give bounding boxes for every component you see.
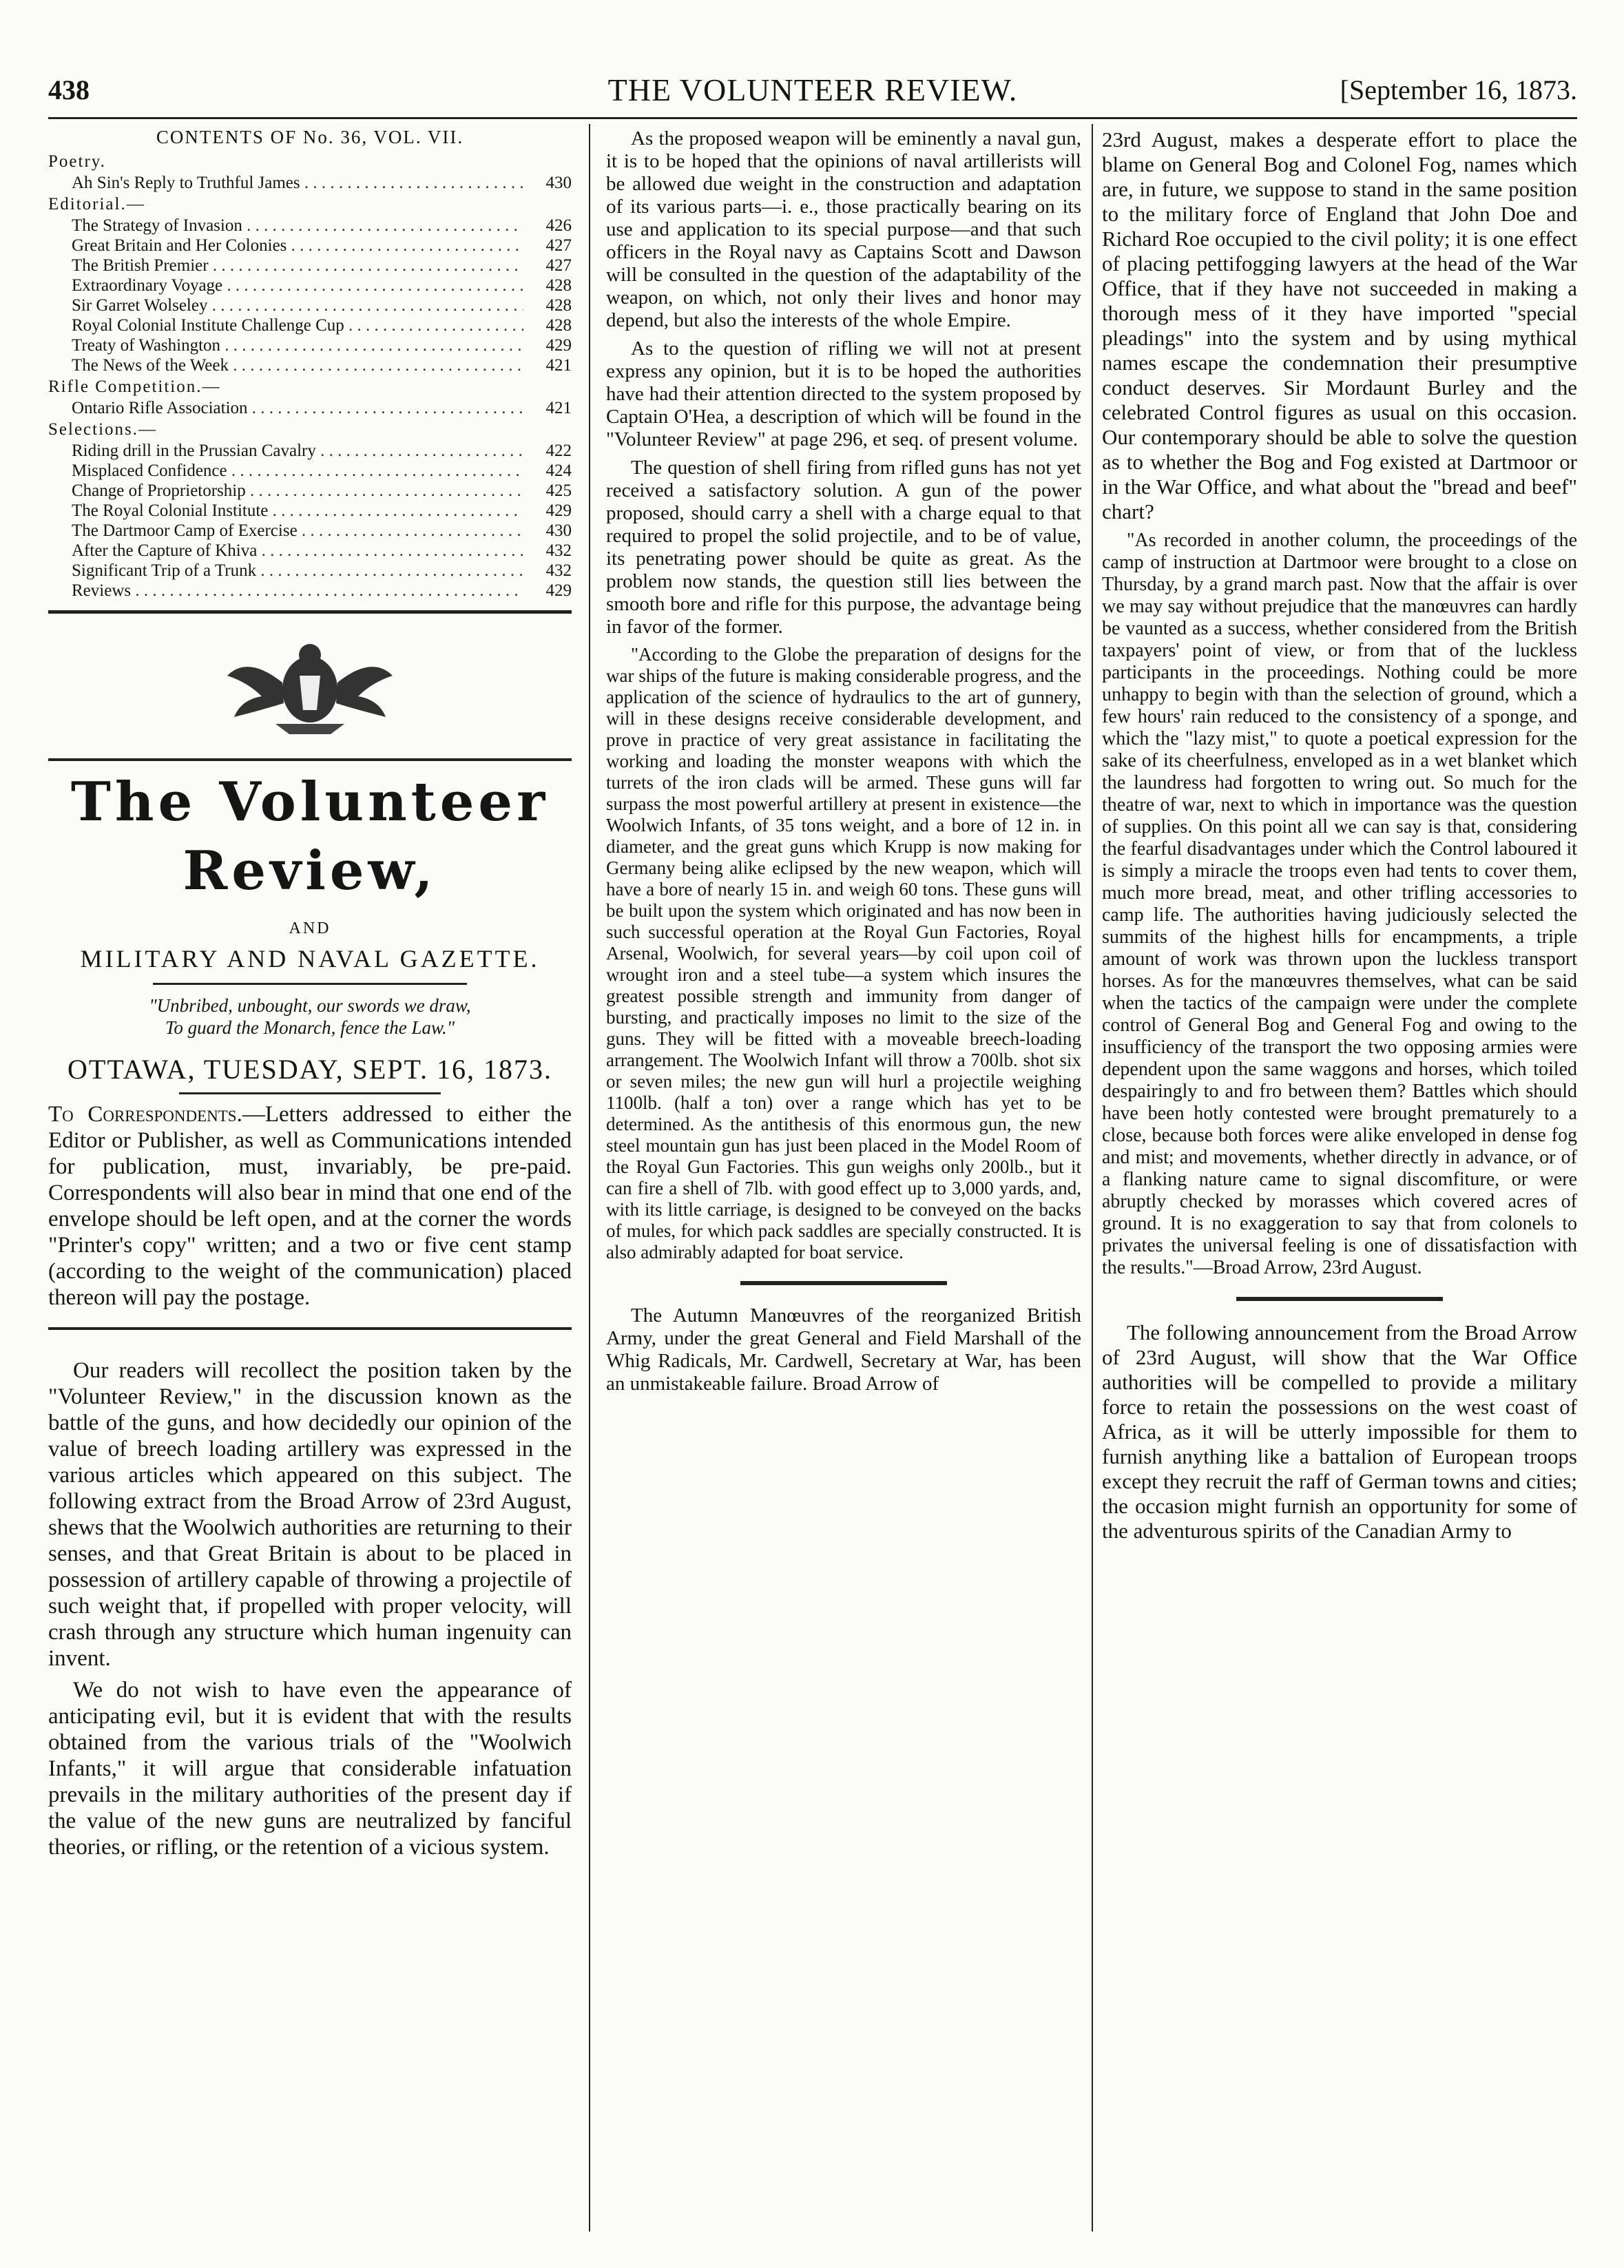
toc-entry-title: Sir Garret Wolseley . . . [72, 295, 523, 315]
header-rule [48, 117, 1577, 119]
masthead-top-rule [48, 758, 572, 761]
motto-line-2: To guard the Monarch, fence the Law." [165, 1017, 455, 1038]
toc-entry [48, 441, 572, 461]
article-paragraph: 23rd August, makes a desperate effort to place the blame on General Bog and Colonel Fog, names which are, in future, we suppose to stand in the same position to the military force of England that John Doe and Richard Roe occupied to the civil polity; it is one effect of placing pettifogging lawyers at the head of the War Office, that if they have not succeeded in making a thorough mess of it they have imported "special pleadings" into the system and by using mythical names escape the condemnation their presumptive conduct deserves. Sir Mordaunt Burley and the celebrated Control figures as usual on this occasion. Our contemporary should be able to solve the question as to whether the Bog and Fog existed at Dartmoor or in the War Office, and what about the "bread and beef" chart? [1102, 127, 1577, 523]
column-2 [606, 127, 1081, 2228]
toc-entry-page: 428 [545, 296, 572, 315]
toc-entry [48, 521, 572, 541]
toc-entry [48, 501, 572, 521]
quoted-paragraph: "According to the Globe the preparation of designs for the war ships of the future is making considerable progress, and the application of the science of hydraulics to the art of gunnery, will in these designs receive considerable development, and prove in practice of very great assistance in facilitating the working and loading the monster weapons with which the turrets of the iron clads will be armed. These guns will far surpass the most powerful artillery at present in existence—the Woolwich Infants, of 35 tons weight, and a bore of 12 in. in diameter, and the great guns which Krupp is now making for Germany being alike eclipsed by the new weapon, which will have a bore of nearly 15 in. and weigh 60 tons. These guns will be built upon the system which originated and has now been in such successful operation at the Royal Gun Factories, Royal Arsenal, Woolwich, for several years—by coil upon coil of wrought iron and a steel tube—a system which insures the greatest possible strength and immunity from danger of bursting, and practically imposes no limit to the size of the guns. They will be fitted with a moveable breech-loading arrangement. The Woolwich Infant will throw a 700lb. shot six or seven miles; the new gun will hurl a projectile weighing 1100lb. (half a ton) over a range which has yet to be determined. As the antithesis of this enormous gun, the new steel mountain gun has just been placed in the Model Room of the Royal Gun Factories. This gun weighs only 200lb., but it can fire a shell of 7lb. with good effect up to 3,000 yards, and, with its little carriage, is designed to be conveyed on the backs of mules, for which pack saddles are specially constructed. It is also admirably adapted for boat service. [606, 644, 1081, 1262]
dateline: OTTAWA, TUESDAY, SEPT. 16, 1873. [67, 1054, 552, 1085]
toc-section-heading: Poetry. [48, 152, 106, 171]
toc-entry-page: 421 [545, 356, 572, 375]
article-paragraph: The following announcement from the Broad Arrow of 23rd August, will show that the War Office authorities will be compelled to provide a military force to retain the possessions on the west coast of Africa, as it will be utterly impossible for them to furnish anything like a battalion of European troops except they recruit the raff of German towns and cities; the occasion might furnish an opportunity for some of the adventurous spirits of the Canadian Army to [1102, 1320, 1577, 1543]
toc-entry-title: Reviews . . . [72, 581, 523, 601]
toc-entry-title: After the Capture of Khiva . . . [72, 541, 523, 561]
toc-entry-title: The Dartmoor Camp of Exercise . . . [72, 521, 523, 541]
article-paragraph: We do not wish to have even the appearance of anticipating evil, but it is evident that with the results obtained from the various trials of the "Woolwich Infants," it will argue that considerable infatuation prevails in the military authorities of the present day if the value of the new guns are neutralized by fanciful theories, or rifling, or the retention of a vicious system. [48, 1678, 572, 1860]
quoted-paragraph: "As recorded in another column, the proceedings of the camp of instruction at Dartmoor were brought to a close on Thursday, by a grand march past. Now that the affair is over we may say without prejudice that the manœuvres can hardly be vaunted as a success, whether considered from the British taxpayers' point of view, or from that of the luckless participants in the proceedings. Nothing could be more unhappy to begin with than the selection of ground, which a few hours' rain reduced to the consistency of a sponge, and which the "lazy mist," to quote a poetical expression for the sake of its cheerfulness, enveloped as in a wet blanket which the laundress had forgotten to wring out. So much for the theatre of war, next to which in importance was the question of supplies. On this point all we can say is that, considering the fearful disadvantages under which the Control laboured it is simply a miracle the troops even had tents to cover them, much more bread, meat, and other trifling accessories to camp life. The authorities having judiciously selected the summits of the highest hills for encampments, a triple amount of work was thrown upon the luckless transport horses. As for the manœuvres themselves, what can be said when the tactics of the campaign were under the complete control of General Bog and General Fog and owing to the insufficiency of the transport the two opposing armies were dependent upon the same waggons and horses, which toiled despairingly to and fro between them? Battles which should have been hotly contested were brought prematurely to a close, because both forces were alike enveloped in dense fog and mist; and movements, whether directly in advance, or of a flanking nature came to signal discomfiture, or were abruptly checked by morasses which covered acres of ground. It is no exaggeration to say that from colonels to privates the universal feeling is one of dissatisfaction with the results."—Broad Arrow, 23rd August. [1102, 530, 1577, 1278]
toc-entry [48, 295, 572, 315]
toc-entry-title: The News of the Week . . . [72, 355, 523, 375]
running-title: THE VOLUNTEER REVIEW. [607, 72, 1018, 107]
toc-entry-page: 421 [545, 399, 572, 417]
toc-section-heading: Rifle Competition.— [48, 377, 221, 396]
toc-entry-page: 429 [545, 501, 572, 520]
toc-entry [48, 335, 572, 355]
motto-line-1: "Unbribed, unbought, our swords we draw, [149, 995, 471, 1016]
article-paragraph: The question of shell firing from rifled guns has not yet received a satisfactory solution. A gun of the power proposed, should carry a shell with a charge equal to that required to propel the solid projectile, and to be of value, its penetrating power should be quite as great. As the problem now stands, the question still lies between the smooth bore and rifle for this purpose, the advantage being in favor of the former. [606, 457, 1081, 638]
section-separator [48, 1327, 572, 1330]
motto-rule [153, 983, 467, 985]
correspondents-body: —Letters addressed to either the Editor or Publisher, as well as Communications intended for publication, must, invariably, be pre-paid. Correspondents will also bear in mind that one end of the envelope should be left open, and at the corner the words "Printer's copy" written; and a two or five cent stamp (according to the weight of the communication) placed thereon will pay the postage. [48, 1102, 572, 1310]
masthead-and: AND [289, 919, 331, 937]
toc-entry-page: 429 [545, 581, 572, 600]
toc-entry-page: 430 [545, 174, 572, 192]
toc-entry [48, 541, 572, 561]
toc-entry-title: The Strategy of Invasion . . . [72, 216, 523, 236]
correspondents-lead: To Correspondents. [48, 1102, 242, 1127]
column-1 [48, 127, 572, 2228]
toc-entry-title: Great Britain and Her Colonies . . . [72, 236, 523, 256]
toc-entry-page: 428 [545, 276, 572, 295]
toc-entry [48, 256, 572, 275]
toc-entry-page: 430 [545, 521, 572, 540]
toc-entry-title: The British Premier . . . [72, 256, 523, 275]
toc-entry-title: Royal Colonial Institute Challenge Cup . . . [72, 315, 523, 335]
toc-entry [48, 315, 572, 335]
column-3 [1102, 127, 1577, 2228]
article-paragraph: The Autumn Manœuvres of the reorganized British Army, under the great General and Field Marshall of the Whig Radicals, Mr. Cardwell, Secretary at War, has been an unmistakeable failure. Broad Arrow of [606, 1304, 1081, 1395]
article-paragraph: Our readers will recollect the position taken by the "Volunteer Review," in the discussion known as the battle of the guns, and how decidedly our opinion of the value of breech loading artillery was expressed in the various articles which appeared on this subject. The following extract from the Broad Arrow of 23rd August, shews that the Woolwich authorities are returning to their senses, and that Great Britain is about to be placed in possession of artillery capable of throwing a projectile of such weight that, if propelled with proper velocity, will crash through any structure which human ingenuity can invent. [48, 1358, 572, 1671]
toc-entry-page: 428 [545, 316, 572, 335]
toc-entry [48, 216, 572, 236]
toc-entry-page: 426 [545, 216, 572, 235]
toc-entry [48, 398, 572, 418]
article-paragraph: As the proposed weapon will be eminently a naval gun, it is to be hoped that the opinions of naval artillerists will be allowed due weight in the construction and adaptation of its various parts—i. e., those practically bearing on its use and application to its special purpose—and that such officers in the Royal navy as Captains Scott and Dawson will be consulted in the question of the adaptability of the weapon, on which, not only their lives and honor may depend, but also the interests of the whole Empire. [606, 127, 1081, 331]
toc-entry [48, 581, 572, 601]
toc-title: CONTENTS OF No. 36, VOL. VII. [156, 127, 464, 147]
toc-entry [48, 275, 572, 295]
eagle-ornament-icon [48, 634, 572, 738]
toc-entry-page: 427 [545, 256, 572, 275]
toc-entry-title: Significant Trip of a Trunk . . . [72, 561, 523, 581]
toc-entry [48, 481, 572, 501]
article-paragraph: As to the question of rifling we will not at present express any opinion, but it is to be hoped the authorities have had their attention directed to the system proposed by Captain O'Hea, a description of which will be found in the "Volunteer Review" at page 296, et seq. of present volume. [606, 337, 1081, 450]
toc-entry-page: 432 [545, 561, 572, 580]
correspondents-notice [48, 1101, 572, 1311]
section-separator [1236, 1297, 1443, 1301]
toc-entry [48, 461, 572, 481]
toc-entry-page: 427 [545, 236, 572, 255]
column-rule-1 [589, 124, 590, 2231]
toc-entry-title: Ontario Rifle Association . . . [72, 398, 523, 418]
toc-section-heading: Selections.— [48, 420, 158, 439]
toc-entry-title: Extraordinary Voyage . . . [72, 275, 523, 295]
toc-entry [48, 236, 572, 256]
masthead-subtitle: MILITARY AND NAVAL GAZETTE. [80, 945, 540, 972]
toc-entry-page: 432 [545, 541, 572, 560]
toc-section-heading: Editorial.— [48, 195, 145, 214]
column-rule-2 [1092, 124, 1093, 2231]
toc-entry-title: Misplaced Confidence . . . [72, 461, 523, 481]
toc-entry [48, 355, 572, 375]
toc-entry-page: 422 [545, 441, 572, 460]
toc-entry-title: The Royal Colonial Institute . . . [72, 501, 523, 521]
page-number: 438 [48, 74, 90, 105]
toc-entry [48, 173, 572, 193]
masthead-title: The Volunteer Review, [70, 771, 550, 902]
toc-entry [48, 561, 572, 581]
toc-entry-title: Ah Sin's Reply to Truthful James . . . [72, 173, 523, 193]
page-header [48, 66, 1577, 114]
dateline-rule [179, 1092, 441, 1094]
toc-entry-page: 429 [545, 336, 572, 355]
section-separator [740, 1281, 947, 1285]
toc-entry-title: Treaty of Washington . . . [72, 335, 523, 355]
toc-rule [48, 610, 572, 614]
table-of-contents [48, 127, 572, 601]
issue-date: [September 16, 1873. [1340, 74, 1577, 105]
toc-entry-title: Change of Proprietorship . . . [72, 481, 523, 501]
motto [48, 995, 572, 1039]
toc-body [48, 152, 572, 601]
toc-entry-title: Riding drill in the Prussian Cavalry . . . [72, 441, 523, 461]
toc-entry-page: 424 [545, 461, 572, 480]
toc-entry-page: 425 [545, 481, 572, 500]
